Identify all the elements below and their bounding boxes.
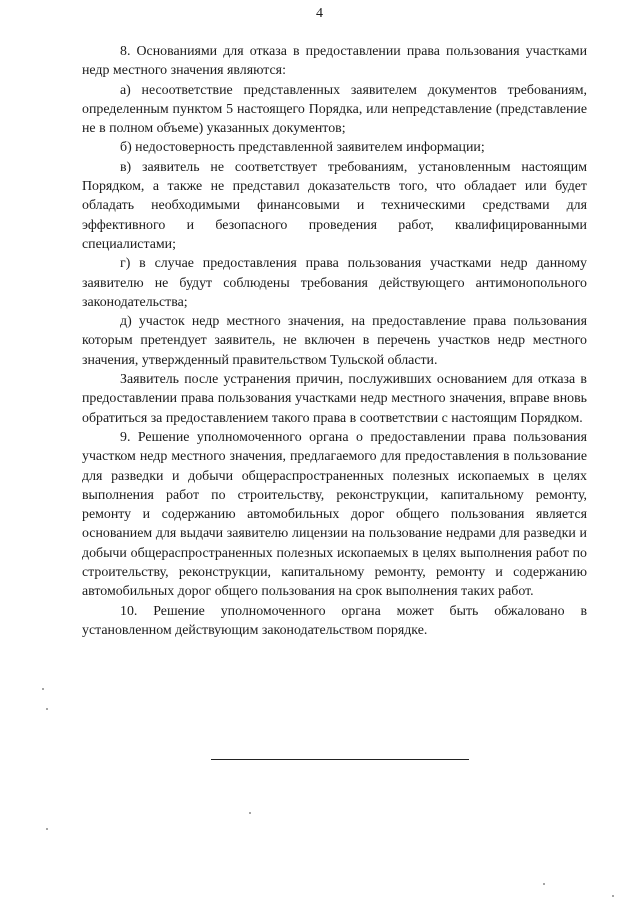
paragraph-9: 9. Решение уполномоченного органа о предоставлении права пользования участком недр местного значения, предлагаемого для предоставления в пользование для разведки и добычи общераспространенных полезных ископаемых в целях выполнения работ по строительству, реконструкции, капитальному ремонту, ремонту и содержанию автомобильных дорог общего пользования является основанием для выдачи заявителю лицензии на пользование недрами для разведки и добычи общераспространенных полезных ископаемых в целях выполнения работ по строительству, реконструкции, капитальному ремонту, ремонту и содержанию автомобильных дорог общего пользования на срок выполнения таких работ. <box>82 429 587 600</box>
paragraph-reapply: Заявитель после устранения причин, послуживших основанием для отказа в предоставлении права пользования участками недр местного значения, вправе вновь обратиться за предоставлением такого права в соответствии с настоящим Порядком. <box>82 372 587 426</box>
scan-speck <box>543 883 545 885</box>
scan-speck <box>612 895 614 897</box>
scan-speck <box>249 812 251 814</box>
list-item-d: д) участок недр местного значения, на предоставление права пользования которым претендует заявитель, не включен в перечень участков недр местного значения, утвержденный правительством Тульской области. <box>82 314 587 368</box>
scan-speck <box>42 688 44 690</box>
paragraph-8-intro: 8. Основаниями для отказа в предоставлении права пользования участками недр местного значения являются: <box>82 44 587 79</box>
end-separator-line <box>211 759 469 760</box>
page-number: 4 <box>316 6 323 21</box>
list-item-a: а) несоответствие представленных заявителем документов требованиям, определенным пунктом 5 настоящего Порядка, или непредставление (представление не в полном объеме) указанных документов; <box>82 82 587 137</box>
list-item-b: б) недостоверность представленной заявителем информации; <box>120 140 485 156</box>
list-item-v: в) заявитель не соответствует требованиям, установленным настоящим Порядком, а также не представил доказательств того, что обладает или будет обладать необходимыми финансовыми и техническими средствами для эффективного и безопасного проведения работ, квалифицированными специалистами; <box>82 159 587 252</box>
list-item-g: г) в случае предоставления права пользования участками недр данному заявителю не будут соблюдены требования действующего антимонопольного законодательства; <box>82 256 587 310</box>
paragraph-10: 10. Решение уполномоченного органа может быть обжаловано в установленном действующим законодательством порядке. <box>82 603 587 638</box>
document-body <box>82 42 587 640</box>
scan-speck <box>46 708 48 710</box>
scan-speck <box>46 828 48 830</box>
